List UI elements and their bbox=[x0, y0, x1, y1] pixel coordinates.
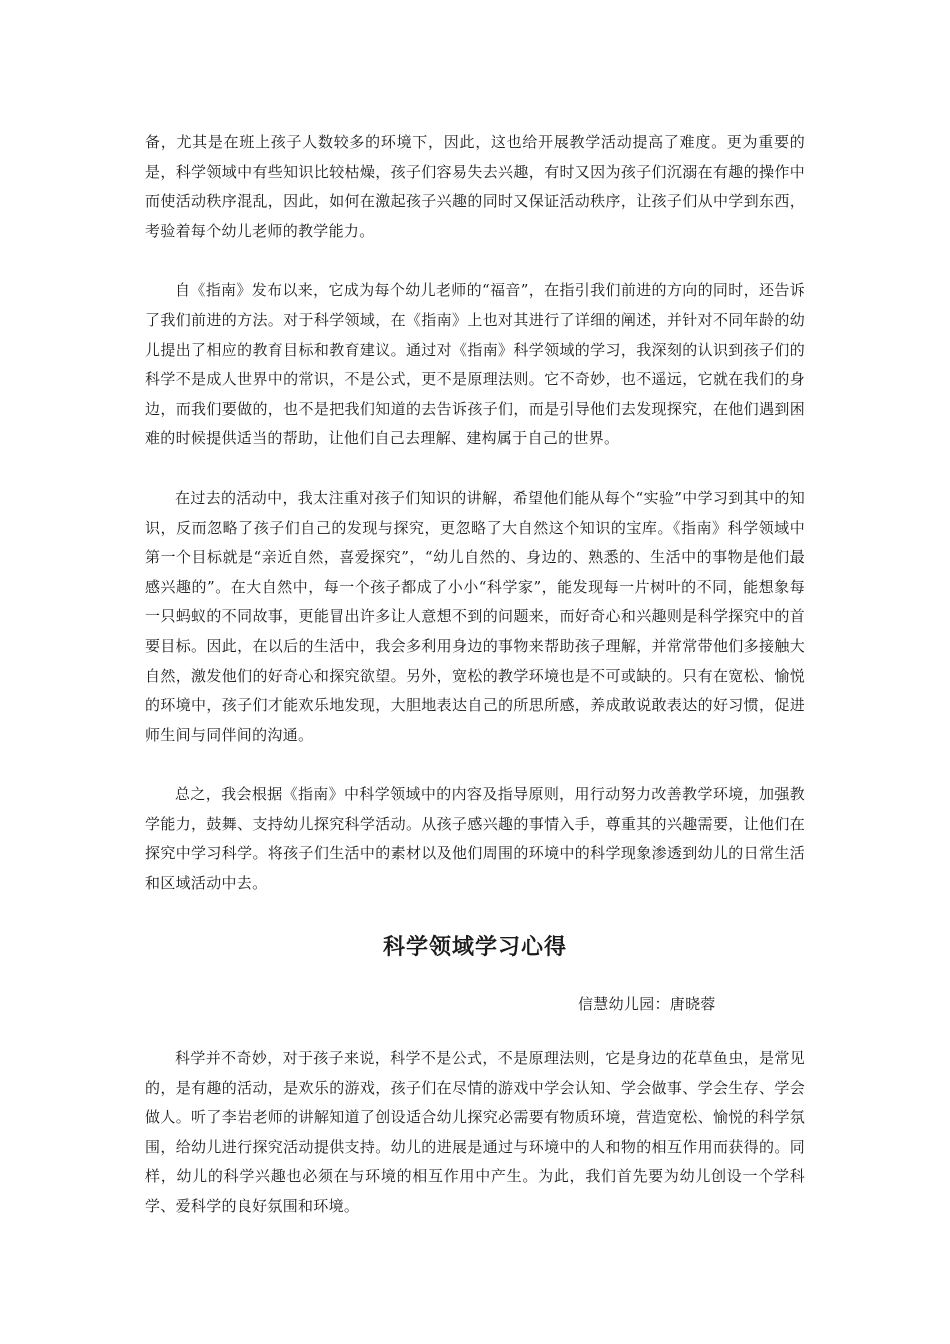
paragraph-gap bbox=[145, 454, 805, 484]
paragraph-3: 在过去的活动中，我太注重对孩子们知识的讲解，希望他们能从每个“实验”中学习到其中的知识，反而忽略了孩子们自己的发现与探究，更忽略了大自然这个知识的宝库。《指南》科学领域中第一个目标就是“亲近自然，喜爱探究”，“幼儿自然的、身边的、熟悉的、生活中的事物是他们最感兴趣的”。在大自然中，每一个孩子都成了小小“科学家”，能发现每一片树叶的不同，能想象每一只蚂蚁的不同故事，更能冒出许多让人意想不到的问题来，而好奇心和兴趣则是科学探究中的首要目标。因此，在以后的生活中，我会多利用身边的事物来帮助孩子理解，并常常带他们多接触大自然，激发他们的好奇心和探究欲望。另外，宽松的教学环境也是不可或缺的。只有在宽松、愉悦的环境中，孩子们才能欢乐地发现，大胆地表达自己的所思所感，养成敢说敢表达的好习惯，促进师生间与同伴间的沟通。 bbox=[145, 488, 805, 744]
paragraph-gap bbox=[145, 246, 805, 276]
paragraph-2: 自《指南》发布以来，它成为每个幼儿老师的“福音”，在指引我们前进的方向的同时，还告诉了我们前进的方法。对于科学领域，在《指南》上也对其进行了详细的阐述，并针对不同年龄的幼儿提出了相应的教育目标和教育建议。通过对《指南》科学领域的学习，我深刻的认识到孩子们的科学不是成人世界中的常识，不是公式，更不是原理法则。它不奇妙，也不遥远，它就在我们的身边，而我们要做的，也不是把我们知道的去告诉孩子们，而是引导他们去发现探究，在他们遇到困难的时候提供适当的帮助，让他们自己去理解、建构属于自己的世界。 bbox=[145, 281, 805, 448]
document-body-top bbox=[145, 128, 805, 899]
paragraph-1: 备，尤其是在班上孩子人数较多的环境下，因此，这也给开展教学活动提高了难度。更为重要的是，科学领域中有些知识比较枯燥，孩子们容易失去兴趣，有时又因为孩子们沉溺在有趣的操作中而使活动秩序混乱，因此，如何在激起孩子兴趣的同时又保证活动秩序，让孩子们从中学到东西，考验着每个幼儿老师的教学能力。 bbox=[145, 133, 805, 240]
paragraph-gap bbox=[145, 750, 805, 780]
document-body-bottom bbox=[145, 1044, 805, 1222]
document-title: 科学领域学习心得 bbox=[382, 934, 567, 960]
document-author: 信慧幼儿园：唐晓蓉 bbox=[578, 995, 716, 1013]
paragraph-4: 总之，我会根据《指南》中科学领域中的内容及指导原则，用行动努力改善教学环境，加强教学能力，鼓舞、支持幼儿探究科学活动。从孩子感兴趣的事情入手，尊重其的兴趣需要，让他们在探究中学习科学。将孩子们生活中的素材以及他们周围的环境中的科学现象渗透到幼儿的日常生活和区域活动中去。 bbox=[145, 785, 805, 893]
paragraph-5: 科学并不奇妙，对于孩子来说，科学不是公式，不是原理法则，它是身边的花草鱼虫，是常见的，是有趣的活动，是欢乐的游戏，孩子们在尽情的游戏中学会认知、学会做事、学会生存、学会做人。听了李岩老师的讲解知道了创设适合幼儿探究必需要有物质环境，营造宽松、愉悦的科学氛围，给幼儿进行探究活动提供支持。幼儿的进展是通过与环境中的人和物的相互作用而获得的。同样，幼儿的科学兴趣也必须在与环境的相互作用中产生。为此，我们首先要为幼儿创设一个学科学、爱科学的良好氛围和环境。 bbox=[145, 1049, 805, 1215]
